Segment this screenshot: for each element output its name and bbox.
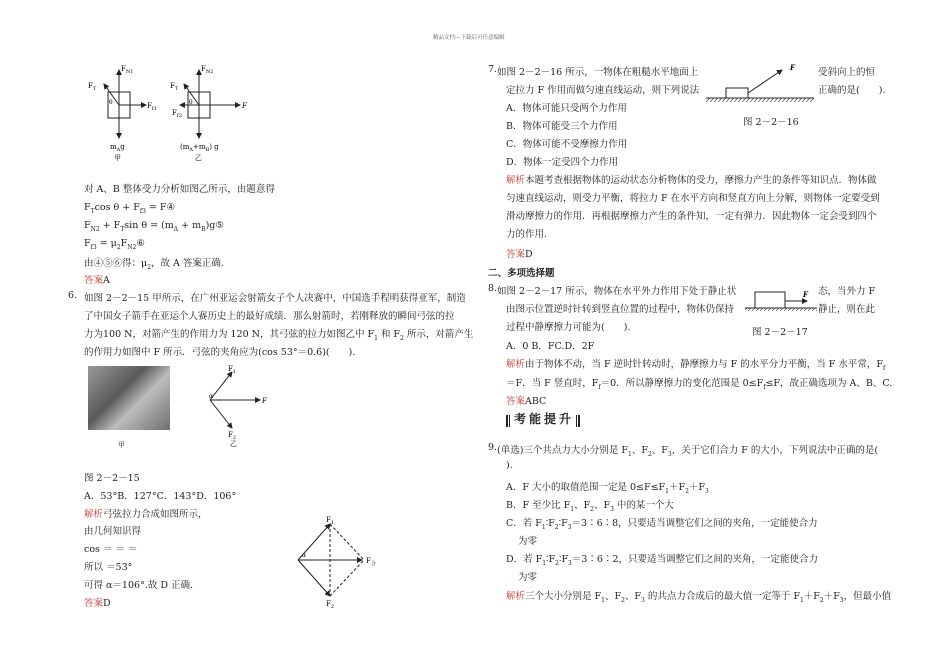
q9-option-d-cont: 为零: [518, 572, 538, 583]
q8-analysis-1: 解析由于物体不动，当 F 逆时针转动时，静摩擦力与 F 的水平分力平衡，当 F 水平常，$F_f$: [506, 359, 886, 372]
q7-analysis-4: 力的作用.: [506, 229, 548, 240]
q7-option-a: A．物体可能只受两个力作用: [506, 103, 627, 114]
q7-answer: 答案D: [506, 249, 533, 260]
q8-line3: 过程中静摩擦力可能为( ).: [506, 322, 631, 333]
fig-a-ff: $F_{f1}$: [147, 102, 157, 112]
q6-number: 6.: [68, 290, 78, 301]
comp-fhe: $F_合$: [366, 557, 376, 567]
fig-b-f: F: [242, 102, 247, 110]
q8-analysis-2: ＝F．当 F 竖直时，$F_f=0$．所以静摩擦力的变化范围是 $0\le F_f\le F$，故正确选项为 A、B、C.: [506, 378, 893, 391]
q6-analysis-4: 所以 ＝53°: [84, 562, 133, 573]
fig-a-ft: $F_T$: [88, 82, 97, 92]
q6-answer: 答案D: [84, 598, 111, 609]
q8-figure: [745, 282, 819, 322]
q6-line3: 力为100 N，对箭产生的作用力为 120 N，其弓弦的拉力如图乙中 $F_1$ 和 $F_2$ 所示，对箭产生: [84, 329, 474, 342]
bow-f1: $F_1$: [228, 365, 237, 375]
q5-line1: 对 A、B 整体受力分析如图乙所示，由题意得: [84, 184, 275, 195]
fig-a-fn: $F_{N1}$: [121, 65, 134, 75]
q9-option-a: A．F 大小的取值范围一定是 $0\le F\le F_1+F_2+F_3$: [506, 482, 709, 495]
fig-b-fn: $F_{N2}$: [201, 65, 214, 75]
q8-line2: 由图示位置逆时针转到竖直位置的过程中，物体仍保持: [506, 304, 735, 315]
comp-f1: $F_1$: [326, 516, 335, 526]
comp-alpha: α: [302, 552, 307, 559]
q7-figure-caption: 图 2－2－16: [743, 117, 799, 128]
section-multiple-choice: 二、多项选择题: [488, 268, 555, 279]
fig-b-mg: $(m_A+m_B)$ g: [180, 143, 219, 153]
ability-section-title: 考能提升: [514, 412, 575, 426]
q9-number: 9.: [488, 442, 498, 453]
fig-b-caption: 乙: [195, 154, 202, 162]
fig-a-theta: θ: [109, 99, 113, 106]
fig-a-caption: 甲: [114, 154, 121, 162]
bow-alpha: α: [209, 393, 214, 400]
q9-option-d: D．若 $F_1∶F_2∶F_3=3∶6∶2$，只要适当调整它们之间的夹角，一定能使合力: [506, 554, 819, 567]
q8-line1: 如图 2－2－17 所示，物体在水平外力作用下处于静止状: [497, 286, 737, 297]
force-composition-diagram: [288, 512, 378, 610]
q6-analysis-5: 可得 α＝106°.故 D 正确.: [84, 580, 194, 591]
q8-figure-caption: 图 2－2－17: [752, 327, 808, 338]
q8-answer: 答案ABC: [506, 396, 547, 407]
q7-fig-f: F: [790, 63, 795, 72]
q6-analysis-3: cos ＝ ＝ ＝: [84, 544, 138, 555]
q5-answer: 答案A: [84, 275, 110, 286]
fig-b-ft: $F_T$: [170, 82, 179, 92]
q7-number: 7.: [488, 64, 498, 75]
q7-analysis-3: 滑动摩擦力的作用．再根据摩擦力产生的条件知，一定有弹力．因此物体一定会受到四个: [506, 211, 877, 222]
q7-option-d: D．物体一定受四个力作用: [506, 157, 619, 168]
bow-f2: $F_2$: [228, 431, 237, 441]
q8-line1-right: 态，当外力 F: [818, 286, 876, 297]
q6-line2: 了中国女子箭手在亚运个人赛历史上的最好成绩．那么射箭时，若刚释放的瞬间弓弦的拉: [84, 311, 455, 322]
q7-line1: 如图 2－2－16 所示，一物体在粗糙水平地面上: [497, 67, 699, 78]
q7-line2: 定拉力 F 作用而做匀速直线运动，则下列说法: [506, 85, 700, 96]
q7-line2-right: 正确的是( ).: [818, 85, 886, 96]
q5-line4: $F_{f3}$ = $\mu_2F_{N2}⑥$: [84, 238, 145, 251]
page-header: 精品文档---下载后可任意编辑: [433, 35, 505, 41]
q9-option-c-cont: 为零: [518, 536, 538, 547]
q6-line1: 如图 2－2－15 甲所示，在广州亚运会射箭女子个人决赛中，中国选手程明获得亚军，制造: [84, 293, 466, 304]
q9-analysis-1: 解析三个大小分别是 $F_1$、$F_2$、$F_3$ 的共点力合成后的最大值一定等于 $F_1+F_2+F_3$，但最小值: [506, 591, 892, 604]
fig-b-theta: θ: [189, 99, 193, 106]
fig-a-mg: $m_Ag$: [110, 143, 125, 153]
q6-figure-caption: 图 2－2－15: [84, 473, 140, 484]
q7-analysis-1: 解析本题考查根据物体的运动状态分析物体的受力，摩擦力产生的条件等知识点．物体做: [506, 175, 877, 186]
ability-section-bar: [506, 410, 580, 427]
photo-caption: 甲: [118, 441, 125, 449]
q9-line1: (单选)三个共点力大小分别是 $F_1$、$F_2$、$F_3$，关于它们合力 F 的大小，下列说法中正确的是(: [497, 445, 879, 458]
q7-analysis-2: 匀速直线运动，则受力平衡，将拉力 F 在水平方向和竖直方向上分解，则物体一定要受到: [506, 193, 880, 204]
q9-option-b: B．F 至少比 $F_1$、$F_2$、$F_3$ 中的某一个大: [506, 500, 674, 513]
bow-caption: 乙: [230, 440, 237, 448]
q7-line1-right: 受斜向上的恒: [818, 67, 876, 78]
bow-f: F: [262, 397, 267, 405]
q6-analysis-2: 由几何知识得: [84, 526, 142, 537]
q7-option-c: C．物体可能不受摩擦力作用: [506, 139, 628, 150]
q9-option-c: C．若 $F_1∶F_2∶F_3=3∶6∶8$，只要适当调整它们之间的夹角，一定能使合力: [506, 518, 818, 531]
q6-analysis-1: 解析弓弦拉力合成如图所示，: [84, 509, 208, 520]
q6-line4: 的作用力如图中 F 所示．弓弦的夹角应为(cos 53°＝0.6)( ).: [84, 347, 356, 358]
q7-option-b: B．物体可能受三个力作用: [506, 121, 618, 132]
q7-figure: [706, 58, 816, 110]
q9-line2: ).: [506, 460, 513, 471]
q8-line2-right: 静止，则在此: [818, 304, 876, 315]
archer-photo: [88, 366, 170, 430]
q8-options: A．0 B．FC.D．2F: [506, 341, 595, 352]
comp-f2: $F_2$: [326, 600, 335, 610]
q6-options: A．53°B．127°C．143°D．106°: [84, 491, 237, 502]
q5-line3: $F_{N2} + F_T\sin$ $\theta = (m_A$ + $m_B)g⑤$: [84, 220, 224, 233]
q5-line5: 由④⑤⑥得：$\mu_2$，故 A 答案正确.: [84, 258, 224, 271]
bow-force-diagram: [200, 362, 280, 452]
q5-line2: $F_T\cos$ $\theta + F_{f3}$ = F④: [84, 202, 176, 215]
q8-number: 8.: [488, 283, 498, 294]
force-diagram-top: [80, 58, 270, 166]
q8-fig-f: F: [803, 290, 808, 299]
fig-b-ff: $F_{f3}$: [172, 109, 182, 119]
